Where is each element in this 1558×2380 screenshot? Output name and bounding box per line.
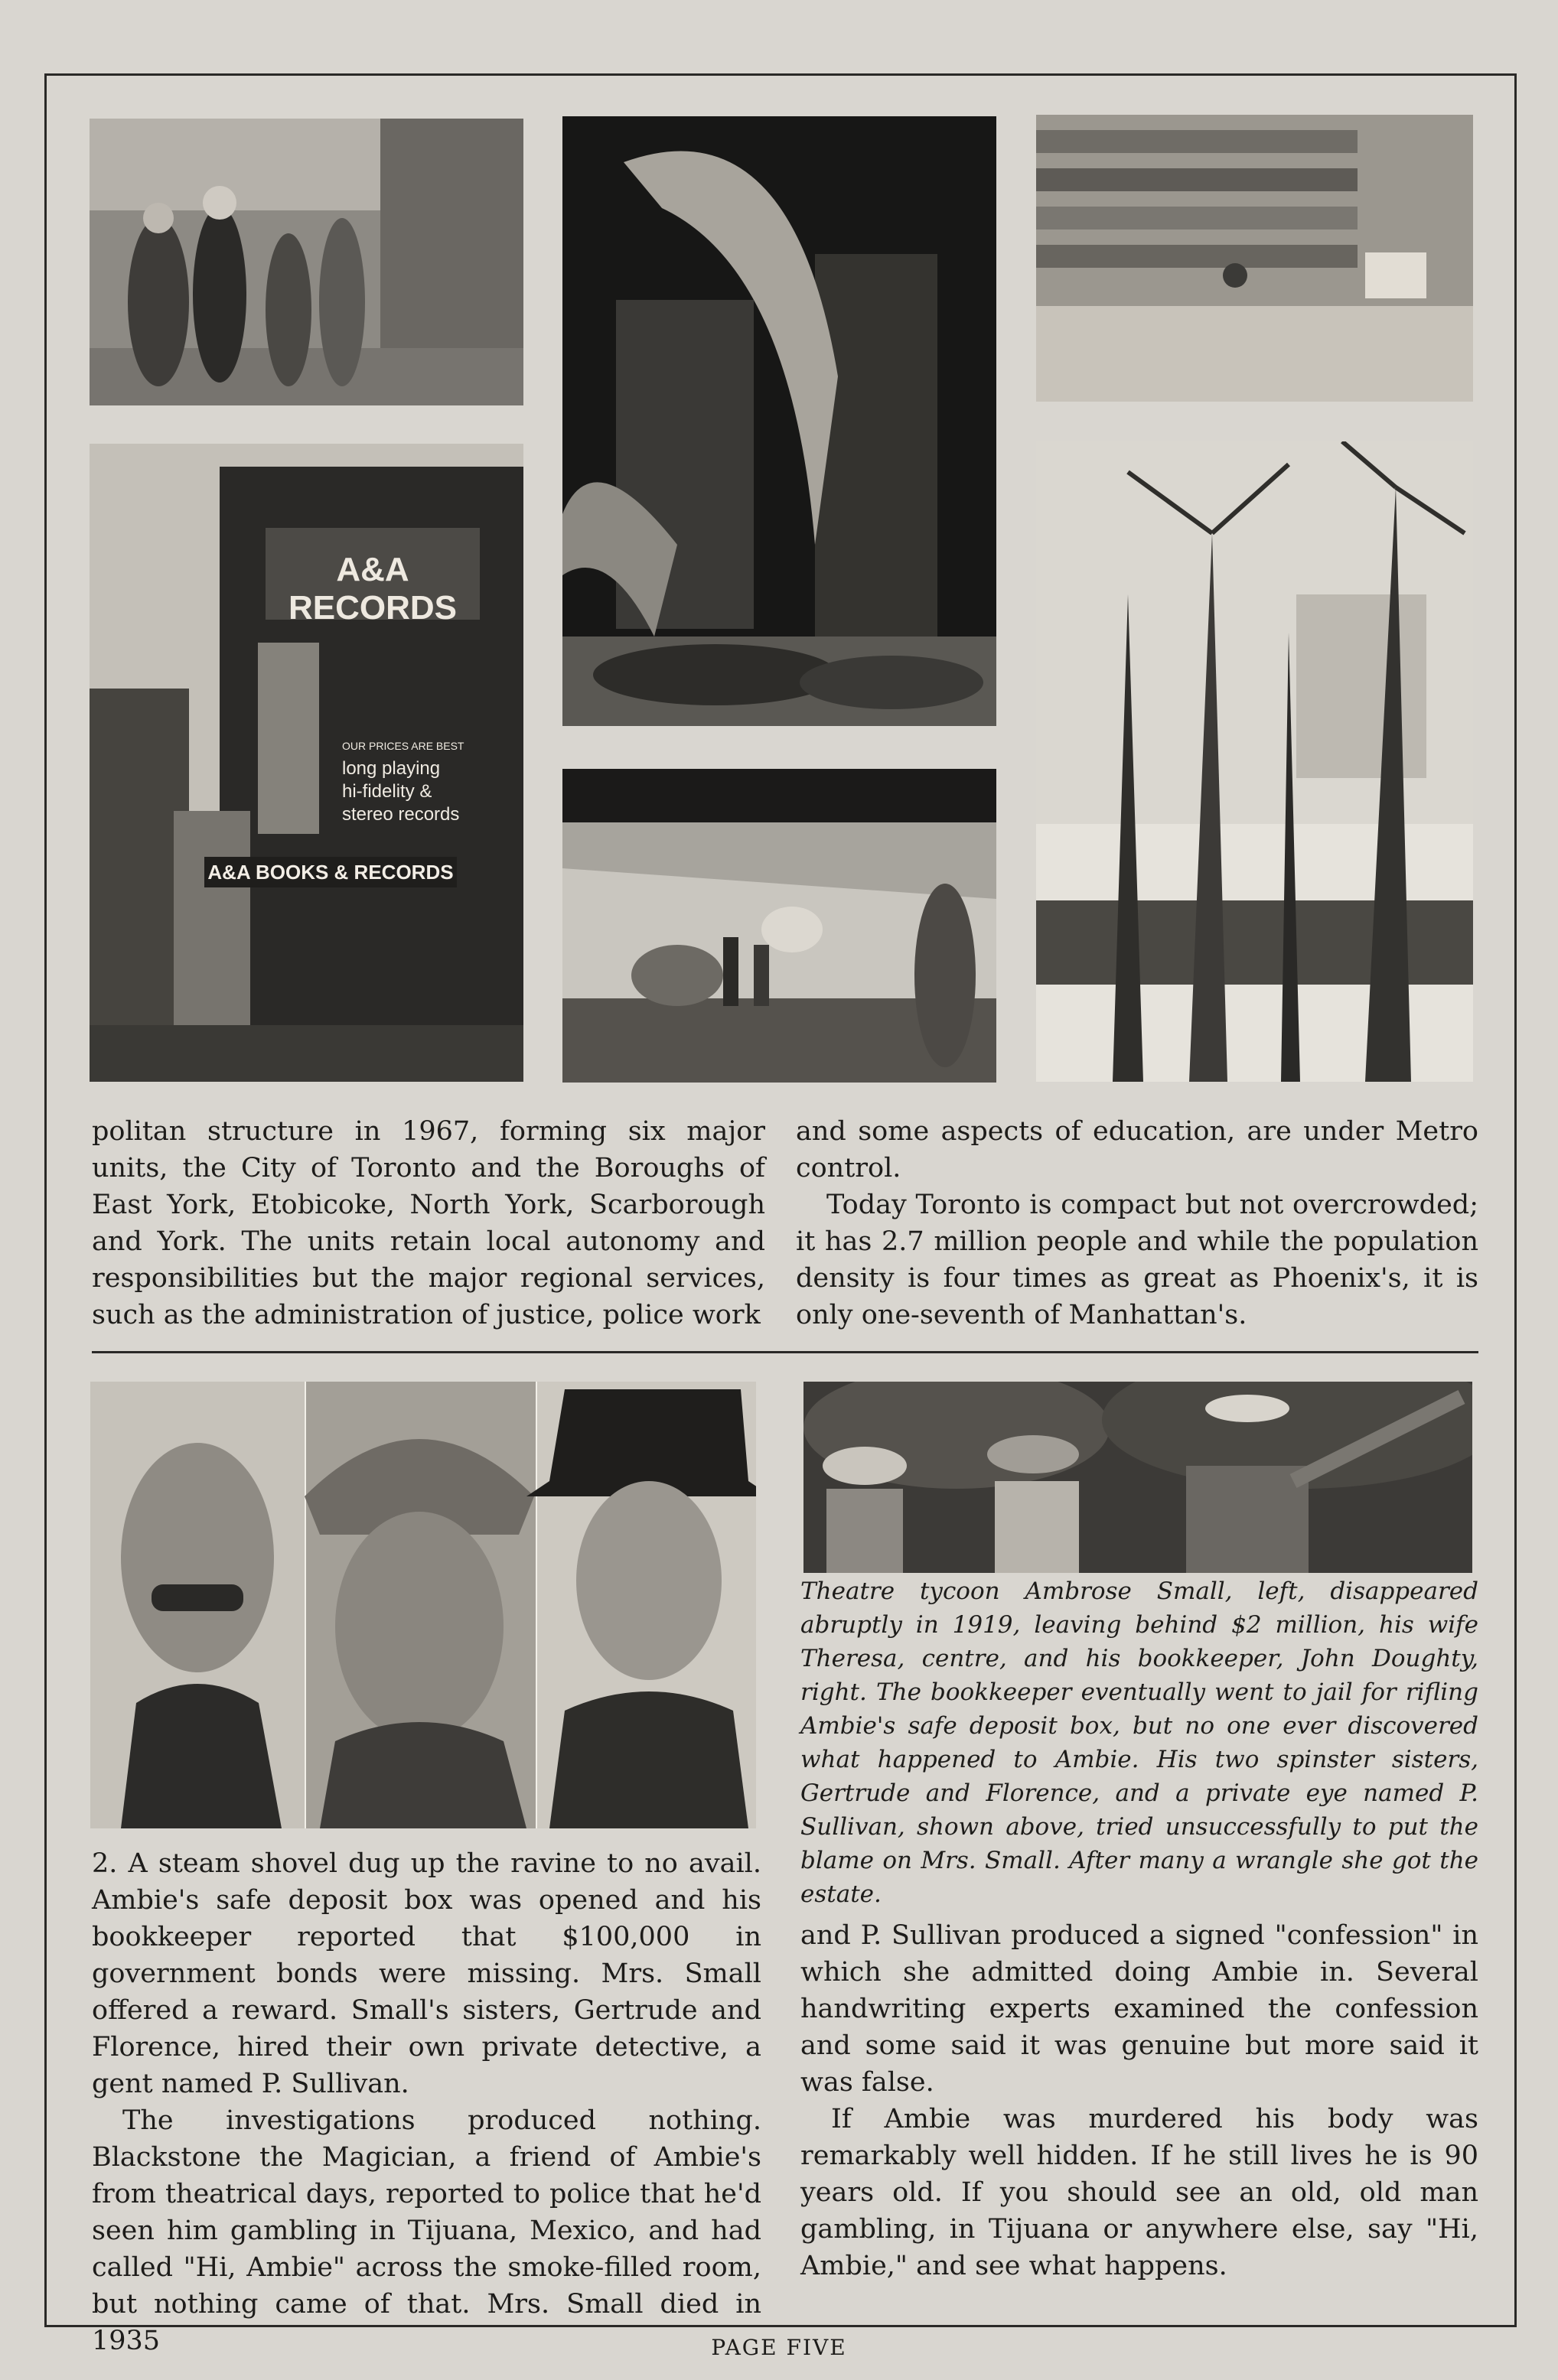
small-family-photo (803, 1382, 1472, 1573)
city-hall-night-photo (562, 116, 996, 726)
window-sign-line: hi-fidelity & (342, 781, 432, 802)
records-store-photo (90, 444, 523, 1082)
paragraph: and some aspects of education, are under Metro control. (796, 1116, 1478, 1183)
market-street-photo (90, 119, 523, 405)
top-right-column (796, 1113, 1478, 1333)
window-sign-line: OUR PRICES ARE BEST (342, 740, 464, 752)
section-divider (92, 1351, 1478, 1353)
ravine-winter-photo (1036, 441, 1473, 1082)
paragraph: The investigations produced nothing. Blackstone the Magician, a friend of Ambie's from theatrical days, reported to police that he'd seen him gambling in Tijuana, Mexico, and had called "Hi, Ambie" across the smoke-filled room, but nothing came of that. Mrs. Small died in 1935 (92, 2105, 761, 2356)
paragraph: politan structure in 1967, forming six major units, the City of Toronto and the Boroughs of East York, Etobicoke, North York, Scarborough and York. The units retain local autonomy and responsibilities but the major regional services, such as the administration of justice, police work (92, 1116, 765, 1330)
page-number: PAGE FIVE (711, 2335, 847, 2360)
records-sign: A&A RECORDS (288, 551, 458, 627)
bottom-left-column (92, 1845, 761, 2359)
portraits-photo (90, 1382, 756, 1828)
bottom-right-column (800, 1917, 1478, 2284)
grocery-store-photo (1036, 115, 1473, 402)
window-sign-line: stereo records (342, 804, 460, 825)
sculpture-gallery-photo (562, 769, 996, 1083)
window-sign (342, 734, 510, 826)
paragraph: If Ambie was murdered his body was remarkably well hidden. If he still lives he is 90 years old. If you should see an old, old man gambling, in Tijuana or anywhere else, say "Hi, Ambie," and see what happens. (800, 2104, 1478, 2281)
paragraph: 2. A steam shovel dug up the ravine to no avail. Ambie's safe deposit box was opened and his bookkeeper reported that $100,000 in government bonds were missing. Mrs. Small offered a reward. Small's sisters, Gertrude and Florence, hired their own private detective, a gent named P. Sullivan. (92, 1848, 761, 2099)
top-left-column (92, 1113, 765, 1333)
books-records-sign: A&A BOOKS & RECORDS (204, 857, 457, 887)
window-sign-line: long playing (342, 758, 441, 779)
paragraph: Today Toronto is compact but not overcrowded; it has 2.7 million people and while the population density is four times as great as Phoenix's, it is only one-seventh of Manhattan's. (796, 1190, 1478, 1330)
photo-caption: Theatre tycoon Ambrose Small, left, disappeared abruptly in 1919, leaving behind $2 million, his wife Theresa, centre, and his bookkeeper, John Doughty, right. The bookkeeper eventually went to jail for rifling Ambie's safe deposit box, but no one ever discovered what happened to Ambie. His two spinster sisters, Gertrude and Florence, and a private eye named P. Sullivan, shown above, tried unsuccessfully to put the blame on Mrs. Small. After many a wrangle she got the estate. (800, 1577, 1478, 1908)
paragraph: and P. Sullivan produced a signed "confession" in which she admitted doing Ambie in. Several handwriting experts examined the confession and some said it was genuine but more said it was false. (800, 1920, 1478, 2098)
